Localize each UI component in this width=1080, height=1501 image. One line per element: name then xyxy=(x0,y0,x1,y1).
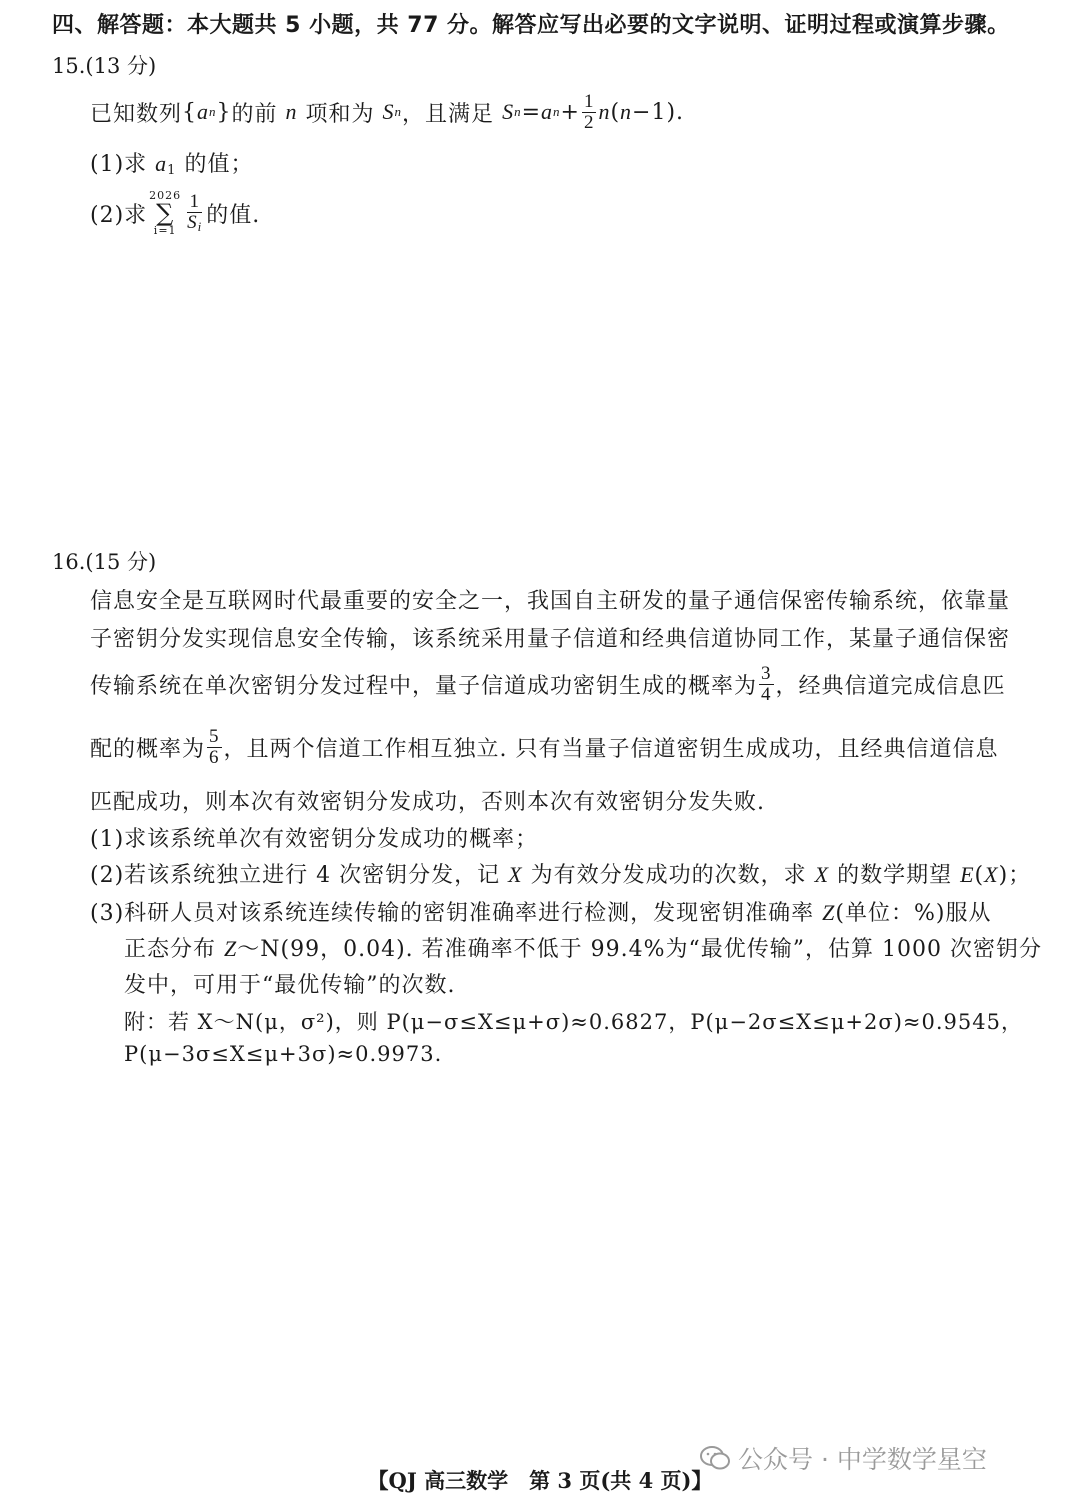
sum-upper: 2026 xyxy=(149,189,182,202)
q16-p2-c: 的数学期望 xyxy=(837,863,953,888)
q16-line4-b: ，且两个信道工作相互独立. 只有当量子信道密钥生成成功，且经典信道信息 xyxy=(223,736,999,762)
q16-frac2-num: 5 xyxy=(209,725,220,747)
q15-stem-e: = xyxy=(521,99,541,125)
q15-header xyxy=(52,50,156,80)
sum-symbol: ∑ xyxy=(156,199,175,227)
q16-line5: 匹配成功，则本次有效密钥分发成功，否则本次有效密钥分发失败. xyxy=(90,790,765,815)
q15-stem-d: ，且满足 xyxy=(402,101,495,127)
q16-fraction-3-4 xyxy=(759,664,774,705)
q15-stem-h: −1). xyxy=(632,99,685,125)
q16-p3-b: (单位：%)服从 xyxy=(835,901,992,926)
q16-p3-a: (3)科研人员对该系统连续传输的密钥准确率进行检测，发现密钥准确率 xyxy=(90,901,815,926)
q16-p2-b: 为有效分发成功的次数，求 xyxy=(530,863,807,888)
q16-frac1-den: 4 xyxy=(761,683,772,705)
q16-note-line1: 附：若 X～N(μ，σ²)，则 P(μ−σ≤X≤μ+σ)≈0.6827，P(μ−2σ≤X≤μ+2σ)≈0.9545， xyxy=(124,1010,1023,1034)
q15-stem-b: 的前 xyxy=(231,101,278,127)
q16-part1: (1)求该系统单次有效密钥分发成功的概率； xyxy=(90,827,539,852)
q16-p2-d: ； xyxy=(1008,863,1032,888)
q16-frac1-num: 3 xyxy=(761,662,772,684)
q15-fraction xyxy=(582,92,597,133)
q15-stem: 已知数列 { a n } 的前 n 项和为 S n ，且满足 S n = a n + $\frac{1}{2}$ n ( n −1). xyxy=(90,90,685,133)
q15-stem-f: + xyxy=(560,99,580,125)
sum-frac-num: 1 xyxy=(189,191,200,213)
q16-part3-line2: 正态分布 Z～N(99，0.04). 若准确率不低于 99.4%为“最优传输”，估算 1000 次密钥分 xyxy=(124,936,1042,962)
sum-fraction: $\frac{1}{S_i}$ xyxy=(187,191,203,235)
q16-p3-l2-b: ～N(99，0.04). 若准确率不低于 99.4%为“最优传输”，估算 1000 次密钥分 xyxy=(237,937,1042,962)
q15-stem-a: 已知数列 xyxy=(90,101,183,127)
q16-line3-a: 传输系统在单次密钥分发过程中，量子信道成功密钥生成的概率为 xyxy=(90,673,758,699)
q15-stem-g: ( xyxy=(610,99,621,125)
page-footer: 【QJ 高三数学 第 3 页(共 4 页)】 xyxy=(367,1468,713,1493)
q15-p1-b: 的值； xyxy=(184,152,254,177)
q15-frac-num: 1 xyxy=(583,90,595,112)
q16-line4-a: 配的概率为 xyxy=(90,736,206,762)
summation xyxy=(149,190,181,236)
q15-part2 xyxy=(90,186,260,240)
q15-number: 15. xyxy=(52,54,86,78)
q16-frac2-den: 6 xyxy=(209,746,220,768)
q15-p1-a: (1)求 xyxy=(90,152,148,177)
q16-points: (15 分) xyxy=(85,550,157,574)
q16-header xyxy=(52,546,156,576)
q16-line2: 子密钥分发实现信息安全传输，该系统采用量子信道和经典信道协同工作，某量子通信保密 xyxy=(90,627,1011,652)
q16-line4 xyxy=(90,723,999,771)
q16-line1: 信息安全是互联网时代最重要的安全之一，我国自主研发的量子通信保密传输系统，依靠量 xyxy=(90,589,1011,614)
q15-stem-c: 项和为 xyxy=(305,101,375,127)
q16-line3-b: ，经典信道完成信息匹 xyxy=(775,673,1006,699)
section-header: 四、解答题：本大题共 5 小题，共 77 分。解答应写出必要的文字说明、证明过程或演算步骤。 xyxy=(52,13,1010,38)
q16-p3-l2-a: 正态分布 xyxy=(124,937,217,962)
q15-p2-a: (2)求 xyxy=(90,202,148,228)
q16-line3 xyxy=(90,660,1006,708)
q16-part2: (2)若该系统独立进行 4 次密钥分发，记 X 为有效分发成功的次数，求 X 的数学期望 E(X)； xyxy=(90,862,1032,888)
q15-points: (13 分) xyxy=(85,54,157,78)
q16-number: 16. xyxy=(52,550,86,574)
q15-part1: (1)求 $a_1$ 的值； xyxy=(90,151,254,178)
q16-part3: (3)科研人员对该系统连续传输的密钥准确率进行检测，发现密钥准确率 Z(单位：%)服从 xyxy=(90,900,992,926)
q15-p2-b: 的值. xyxy=(206,202,261,228)
q16-fraction-5-6 xyxy=(207,727,222,768)
q15-frac-den: 2 xyxy=(583,111,595,133)
watermark-text: 公众号 · 中学数学星空 xyxy=(738,1445,987,1474)
q16-part3-line3: 发中，可用于“最优传输”的次数. xyxy=(124,973,456,998)
q16-p2-a: (2)若该系统独立进行 4 次密钥分发，记 xyxy=(90,863,501,888)
q16-note-line2: P(μ−3σ≤X≤μ+3σ)≈0.9973. xyxy=(124,1042,443,1066)
sum-lower: i=1 xyxy=(153,224,177,237)
